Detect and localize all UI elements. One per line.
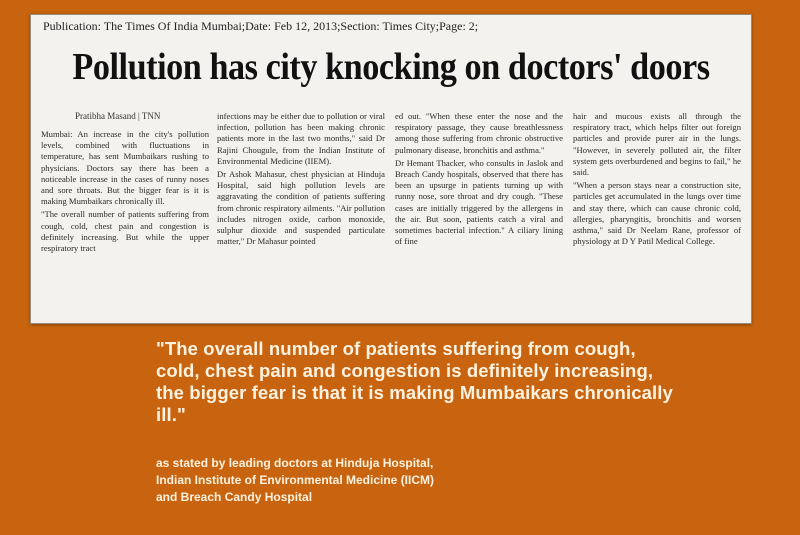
paragraph: Mumbai: An increase in the city's pollution levels, combined with fluctuations in temperature, has sent Mumbaikars rushing to physicians. Doctors say there has been a noticeable increase in the cases of runny noses and sore throats. But the bigger fear is it is making Mumbaikars chronically ill. (41, 129, 209, 207)
article-column-2 (217, 111, 385, 249)
attribution (156, 455, 676, 506)
paragraph: "The overall number of patients suffering from cough, cold, chest pain and congestion is definitely increasing. But while the upper respiratory tract (41, 209, 209, 254)
pull-quote: "The overall number of patients suffering from cough, cold, chest pain and congestion is definitely increasing, the bigger fear is that it is making Mumbaikars chronically ill." (156, 338, 673, 425)
paragraph: infections may be either due to pollution or viral infection, pollution has been making chronic patients more in the last two months," said Dr Rajini Chougule, from the Indian Institute of Environmental Medicine (IIEM). (217, 111, 385, 166)
paragraph: ed out. "When these enter the nose and the respiratory passage, they cause breathlessness among those suffering from chronic obstructive pulmonary disease, bronchitis and asthma." (395, 111, 563, 155)
article-column-1 (41, 129, 209, 256)
newspaper-clipping (30, 14, 752, 324)
attribution-line: Indian Institute of Environmental Medicine (IICM) (156, 473, 435, 487)
article-column-4 (573, 111, 741, 249)
article-column-3 (395, 111, 563, 249)
paragraph: hair and mucous exists all through the respiratory tract, which helps filter out foreign particles and provide purer air in the lungs. "However, in severely polluted air, the filter system gets overburdened and begins to fail," he said. (573, 111, 741, 178)
attribution-line: and Breach Candy Hospital (156, 490, 313, 504)
publication-line: Publication: The Times Of India Mumbai;Date: Feb 12, 2013;Section: Times City;Page: 2; (43, 19, 479, 33)
attribution-line: as stated by leading doctors at Hinduja Hospital, (156, 456, 434, 470)
paragraph: "When a person stays near a construction site, particles get accumulated in the lungs over time and stay there, which can cause chronic cold, allergies, pharyngitis, bronchitis and worsen asthma," said Dr Neelam Rane, professor of physiology at D Y Patil Medical College. (573, 180, 741, 247)
byline: Pratibha Masand | TNN (75, 111, 161, 121)
headline: Pollution has city knocking on doctors' doors (72, 46, 710, 88)
paragraph: Dr Ashok Mahasur, chest physician at Hinduja Hospital, said high pollution levels are aggravating the condition of patients suffering from chronic respiratory ailments. "Air pollution includes nitrogen oxide, carbon monoxide, sulphur dioxide and suspended particulate matter," Dr Mahasur pointed (217, 169, 385, 247)
paragraph: Dr Hemant Thacker, who consults in Jaslok and Breach Candy hospitals, observed that there has been an upsurge in patients turning up with runny nose, sore throat and dry cough. "These cases are initially triggered by the allergens in the air. But soon, patients catch a viral and sometimes bacterial infection." A ciliary lining of fine (395, 157, 563, 247)
